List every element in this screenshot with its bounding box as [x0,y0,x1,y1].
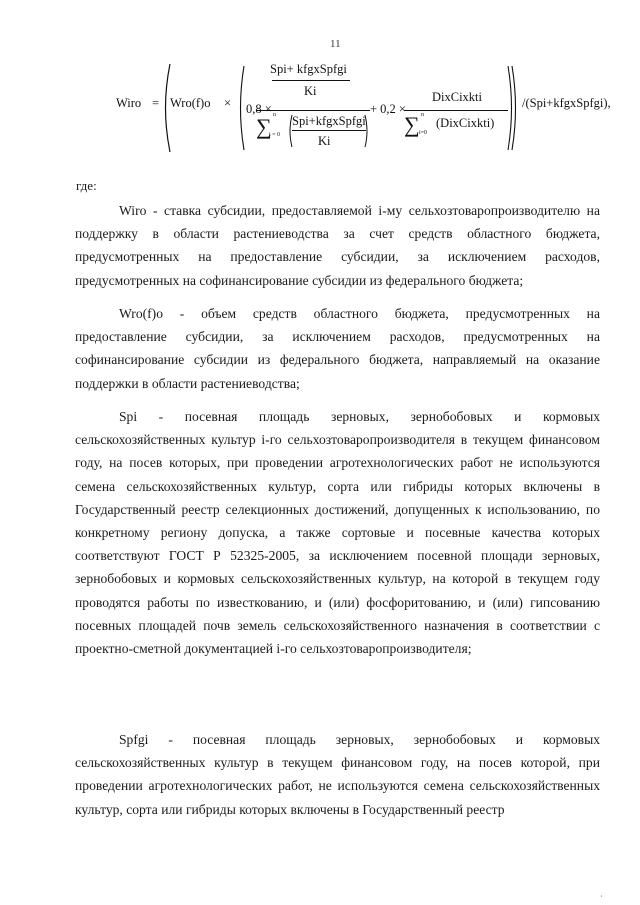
definition-wiro: Wiro - ставка субсидии, предоставляемой i-му сельхозтоваропроизводителю на поддержку в области растениеводства за счет средств областного бюджета, предусмотренных на предоставление субсидии, за исключением расходов, предусмотренных на софинансирование субсидии из федерального бюджета; [75,203,600,288]
formula-tail: /(Spi+kfgxSpfgi), [522,96,611,110]
where-label: где: [76,178,97,193]
formula-lhs: Wiro [116,96,142,110]
sum2-upper: n [421,112,424,118]
sum1-sign-icon: ∑ [256,114,272,139]
page-number: 11 [330,38,341,50]
scan-mark: · [600,892,603,901]
formula-wro: Wro(f)o [170,96,211,110]
inner-right-paren-icon [506,64,520,152]
fraction1-denominator-bottom: Ki [318,134,331,148]
subsidy-rate-formula [0,58,640,158]
den1-right-paren-icon [364,114,370,148]
inner-left-paren-icon [236,64,246,152]
formula-equals: = [152,96,160,110]
sum2-lower: i=0 [419,130,428,136]
fraction1-denominator-line [292,130,366,131]
sum1-lower: i = 0 [269,132,281,138]
fraction1-inner-line [272,80,350,81]
definition-spfgi: Spfgi - посевная площадь зерновых, зернобобовых и кормовых сельскохозяйственных культур в текущем финансовом году, на посев которой, при проведении агротехнологических работ, не используются семена сельскохозяйственных культур, сорта или гибриды которых включены в Государственный реестр [75,732,600,817]
sum1-upper: n [273,112,276,118]
fraction2-line [404,110,508,111]
definition-spi: Spi - посевная площадь зерновых, зернобобовых и кормовых сельскохозяйственных культур i-го сельхозтоваропроизводителя в текущем финансовом году, на посев которых, при проведении агротехнологических работ не используются семена сельскохозяйственных культур, сорта или гибриды которых включены в Государственный реестр селекционных достижений, допущенных к использованию, по конкретному региону допуска, а также сортовые и посевные качества которых соответствуют ГОСТ Р 52325-2005, за исключением посевной площади зерновых, зернобобовых и кормовых сельскохозяйственных культур, на которой в текущем году проводятся работы по известкованию, и (или) фосфоритованию, и (или) гипсованию посевных площадей почв земель сельскохозяйственного назначения в соответствии с проектно-сметной документацией i-го сельхозтоваропроизводителя; [75,409,600,657]
definition-wro: Wro(f)o - объем средств областного бюджета, предусмотренных на предоставление субсидии, за исключением расходов, предусмотренных на софинансирование субсидии из федерального бюджета, направляемый на оказание поддержки в области растениеводства; [75,306,600,391]
fraction1-denominator-top: Spi+kfgxSpfgi [292,114,366,128]
fraction1-main-line [256,110,370,111]
sum2-sign-icon: ∑ [404,112,420,137]
formula-coef-08: 0,8 × [246,102,272,116]
formula-times: × [224,96,232,110]
fraction1-numerator-bottom: Ki [304,84,317,98]
formula-plus-coef-02: + 0,2 × [370,102,406,116]
fraction1-numerator-top: Spi+ kfgxSpfgi [270,62,347,76]
fraction2-denominator: (DixCixkti) [436,116,495,130]
fraction2-numerator: DixCixkti [432,90,483,104]
